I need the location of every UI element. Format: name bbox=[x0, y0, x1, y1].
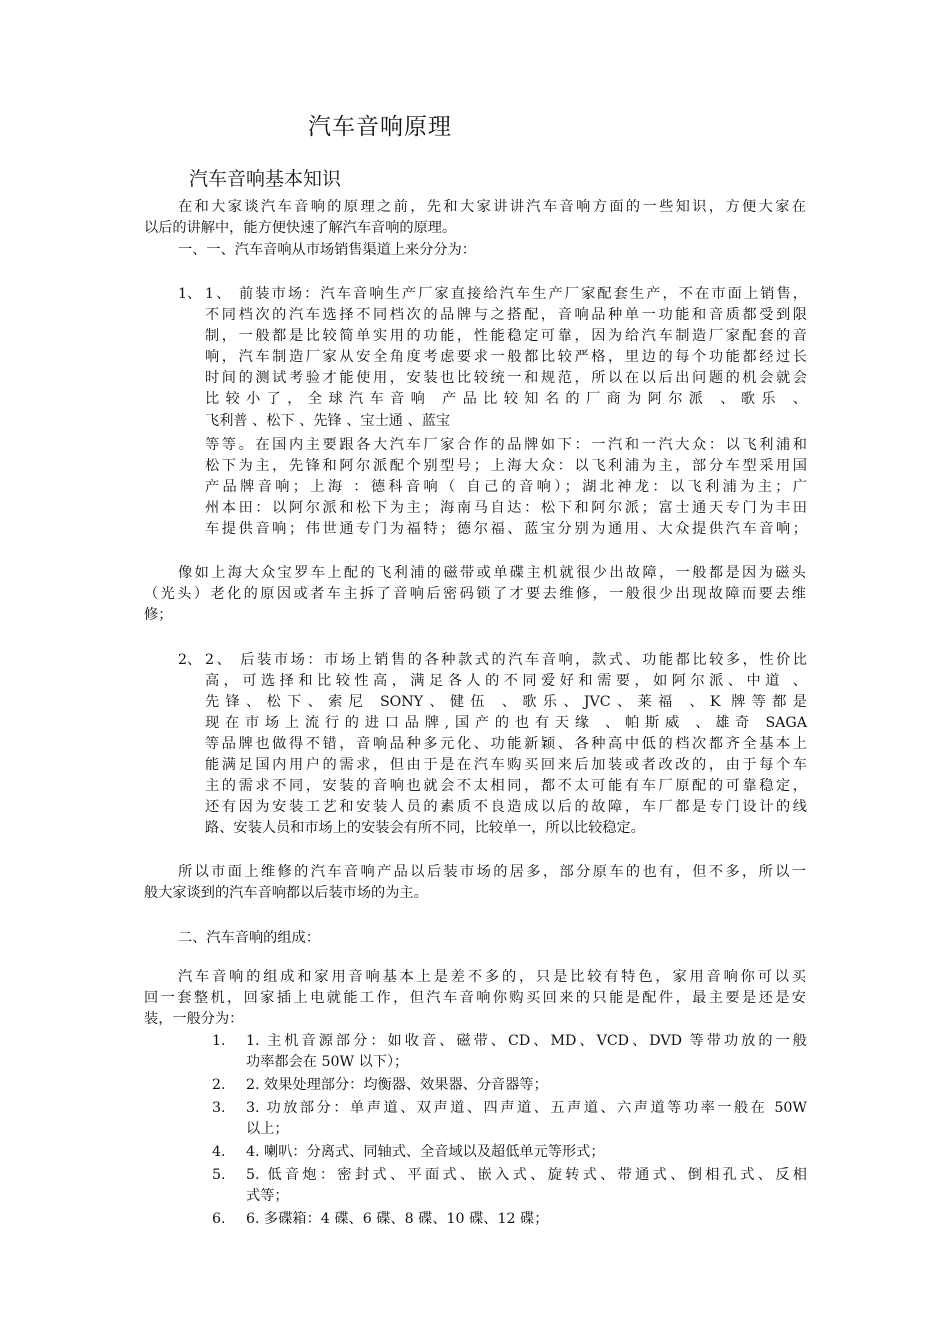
list-number: 4. bbox=[212, 1144, 226, 1160]
intro-line: 以后的讲解中，能方便快速了解汽车音响的原理。 bbox=[144, 220, 457, 236]
list-marker: 2、 bbox=[178, 652, 202, 668]
list-item-line: 制，一般都是比较简单实用的功能，性能稳定可靠，因为给汽车制造厂家配套的音 bbox=[205, 328, 807, 344]
document-subtitle: 汽车音响基本知识 bbox=[189, 168, 342, 190]
list-item-line: 功率都会在 50W 以下）； bbox=[246, 1054, 409, 1070]
list-item-line: 产品牌音响；上海 ：德科音响（ 自己的音响）；湖北神龙：以飞利浦为主；广 bbox=[205, 479, 807, 495]
list-item-line: 2. 效果处理部分：均衡器、效果器、分音器等； bbox=[246, 1077, 548, 1093]
list-number: 3. bbox=[212, 1100, 226, 1116]
list-item-line: 1、 前装市场：汽车音响生产厂家直接给汽车生产厂家配套生产，不在市面上销售， bbox=[205, 286, 807, 302]
list-item-line: 等等。在国内主要跟各大汽车厂家合作的品牌如下：一汽和一汽大众：以飞利浦和 bbox=[205, 437, 807, 453]
list-number: 6. bbox=[212, 1211, 226, 1227]
list-item-line: 能满足国内用户的需求，但由于是在汽车购买回来后加装或者改改的，由于每个车 bbox=[205, 757, 807, 773]
list-item-line: 3. 功放部分：单声道、双声道、四声道、五声道、六声道等功率一般在 50W bbox=[246, 1100, 807, 1116]
list-item-line: 时间的测试考验才能使用，安装也比较统一和规范，所以在以后出问题的机会就会 bbox=[205, 370, 807, 386]
paragraph-line: （光头）老化的原因或者车主拆了音响后密码锁了才要去维修，一般很少出现故障而要去维 bbox=[144, 586, 806, 602]
list-marker: 1、 bbox=[178, 286, 202, 302]
list-item-line: 松下为主，先锋和阿尔派配个别型号；上海大众：以飞利浦为主，部分车型采用国 bbox=[205, 458, 807, 474]
list-item-line: 4. 喇叭：分离式、同轴式、全音域以及超低单元等形式； bbox=[246, 1144, 605, 1160]
list-item-line: 先锋、松下、索尼 SONY、健伍 、歌乐、JVC、莱福 、K 牌等都是 bbox=[205, 694, 807, 710]
list-number: 1. bbox=[212, 1033, 226, 1049]
section1-heading: 一、一、汽车音响从市场销售渠道上来分分为： bbox=[178, 242, 476, 258]
list-item-line: 路、安装人员和市场上的安装会有所不同，比较单一，所以比较稳定。 bbox=[205, 820, 645, 836]
paragraph-line: 回一套整机，回家插上电就能工作，但汽车音响你购买回来的只能是配件，最主要是还是安 bbox=[144, 990, 806, 1006]
paragraph-line: 汽车音响的组成和家用音响基本上是差不多的，只是比较有特色，家用音响你可以买 bbox=[178, 969, 806, 985]
list-item-line: 等品牌也做得不错，音响品种多元化、功能新颖、各种高中低的档次都齐全基本上 bbox=[205, 736, 807, 752]
list-item-line: 州本田：以阿尔派和松下为主；海南马自达：松下和阿尔派；富士通天专门为丰田 bbox=[205, 500, 807, 516]
list-item-line: 飞利普 、松下 、先锋 、宝士通 、蓝宝 bbox=[205, 413, 451, 429]
list-item-line: 现在市场上流行的进口品牌,国产的也有天缘 、帕斯威 、雄奇 SAGA bbox=[205, 715, 807, 731]
paragraph-line: 装，一般分为： bbox=[144, 1011, 244, 1027]
list-item-line: 式等； bbox=[246, 1188, 289, 1204]
document-title: 汽车音响原理 bbox=[308, 114, 452, 140]
list-item-line: 比较小了，全球汽车音响 产品比较知名的厂商为阿尔派 、歌乐 、 bbox=[205, 391, 807, 407]
list-item-line: 6. 多碟箱：4 碟、6 碟、8 碟、10 碟、12 碟； bbox=[246, 1211, 549, 1227]
list-item-line: 不同档次的汽车选择不同档次的品牌与之搭配，音响品种单一功能和音质都受到限 bbox=[205, 307, 807, 323]
paragraph-line: 所以市面上维修的汽车音响产品以后装市场的居多，部分原车的也有，但不多，所以一 bbox=[178, 864, 806, 880]
list-item-line: 响，汽车制造厂家从安全角度考虑要求一般都比较严格，里边的每个功能都经过长 bbox=[205, 349, 807, 365]
list-item-line: 以上； bbox=[246, 1121, 289, 1137]
list-item-line: 高，可选择和比较性高，满足各人的不同爱好和需要，如阿尔派、中道 、 bbox=[205, 673, 807, 689]
paragraph-line: 像如上海大众宝罗车上配的飞利浦的磁带或单碟主机就很少出故障，一般都是因为磁头 bbox=[178, 565, 806, 581]
list-number: 2. bbox=[212, 1077, 226, 1093]
list-item-line: 5. 低音炮：密封式、平面式、嵌入式、旋转式、带通式、倒相孔式、反相 bbox=[246, 1167, 807, 1183]
paragraph-line: 修； bbox=[144, 607, 173, 623]
section2-heading: 二、汽车音响的组成： bbox=[178, 930, 320, 946]
list-item-line: 还有因为安装工艺和安装人员的素质不良造成以后的故障，车厂都是专门设计的线 bbox=[205, 799, 807, 815]
intro-line: 在和大家谈汽车音响的原理之前，先和大家讲讲汽车音响方面的一些知识，方便大家在 bbox=[178, 199, 806, 215]
list-item-line: 1. 主机音源部分：如收音、磁带、CD、MD、VCD、DVD 等带功放的一般 bbox=[246, 1033, 807, 1049]
list-item-line: 2、 后装市场：市场上销售的各种款式的汽车音响，款式、功能都比较多，性价比 bbox=[205, 652, 807, 668]
paragraph-line: 般大家谈到的汽车音响都以后装市场的为主。 bbox=[144, 885, 428, 901]
list-item-line: 主的需求不同，安装的音响也就会不太相同，都不太可能有车厂原配的可靠稳定， bbox=[205, 778, 807, 794]
list-item-line: 车提供音响；伟世通专门为福特；德尔福、蓝宝分别为通用、大众提供汽车音响； bbox=[205, 521, 807, 537]
list-number: 5. bbox=[212, 1167, 226, 1183]
